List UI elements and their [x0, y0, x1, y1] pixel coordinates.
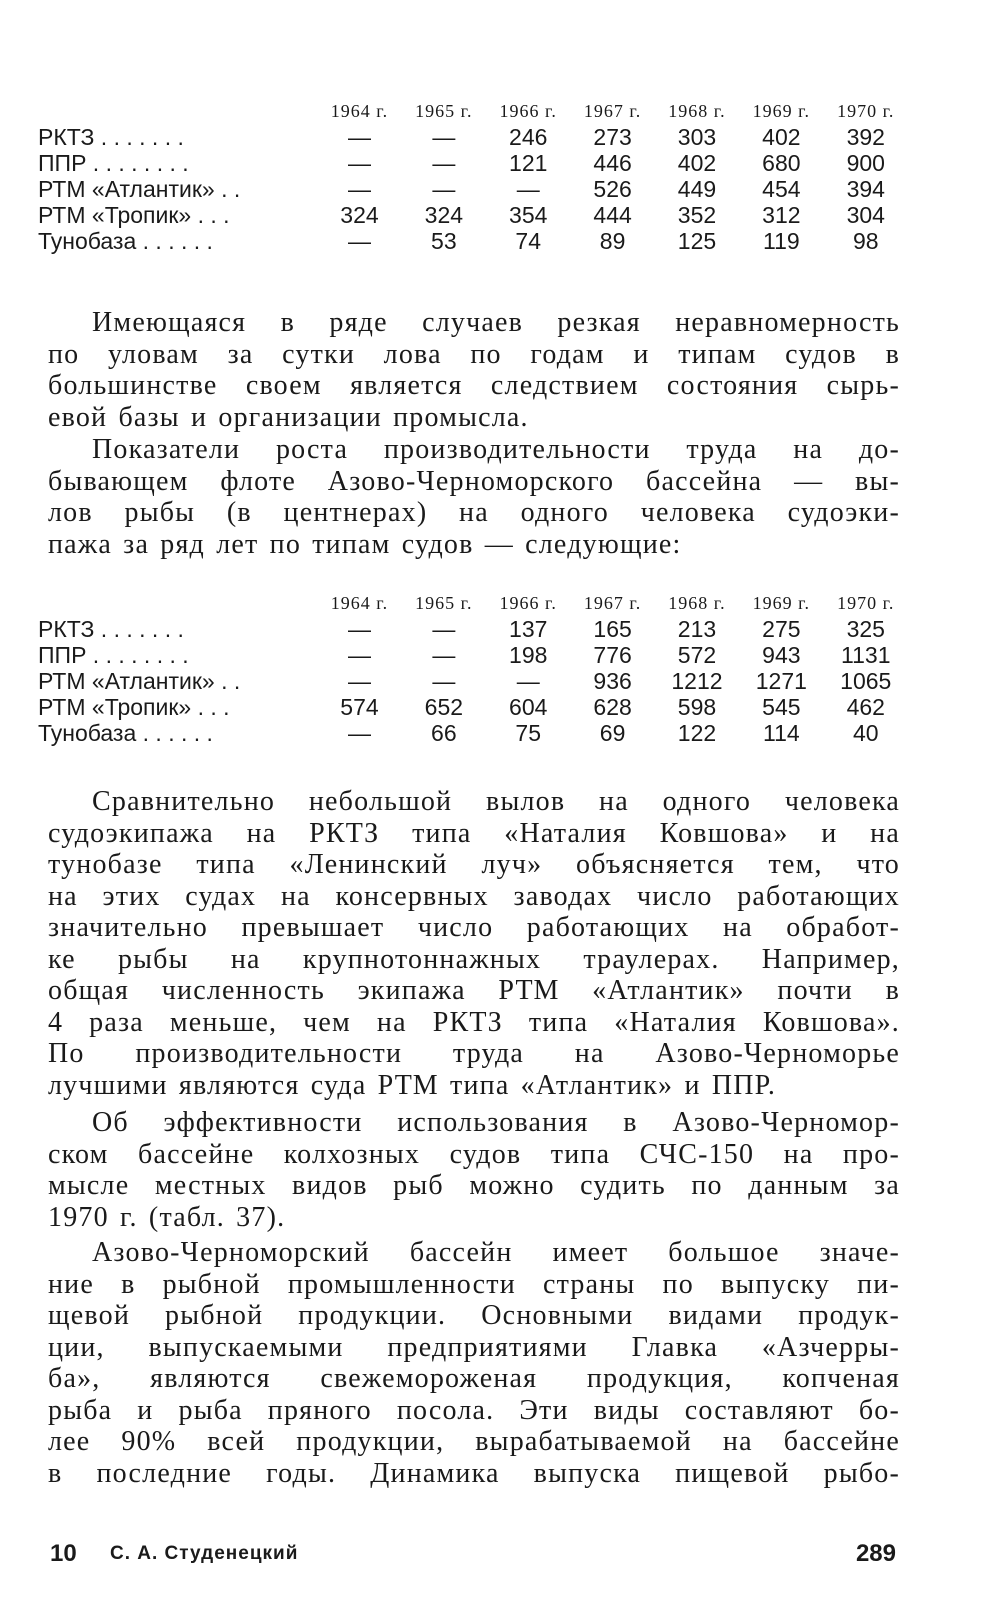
table-cell: 545	[762, 694, 801, 720]
paragraph-schs150	[48, 1107, 900, 1233]
table-row	[38, 668, 908, 694]
row-label: РКТЗ . . . . . . .	[38, 124, 184, 150]
table-cell: 776	[593, 642, 632, 668]
table-cell: 1131	[841, 642, 891, 668]
table-cell: 125	[677, 228, 717, 254]
table-cell: —	[432, 616, 456, 642]
table-cell: 114	[763, 720, 800, 746]
table-cell: 119	[763, 228, 800, 254]
text-line: Имеющаяся в ряде случаев резкая неравномерность	[92, 307, 900, 338]
table-cell: 628	[593, 694, 632, 720]
catch-per-day-table	[38, 96, 908, 254]
table-cell: —	[347, 150, 371, 176]
text-line: рыба и рыба пряного посола. Эти виды составляют бо-	[48, 1394, 900, 1426]
table-cell: —	[432, 668, 456, 694]
text-line: лов рыбы (в центнерах) на одного человека судоэки-	[48, 497, 900, 528]
table-cell: 324	[424, 202, 464, 228]
text-line: ке рыбы на крупнотоннажных траулерах. Например,	[48, 943, 900, 975]
table-cell: 598	[677, 694, 717, 720]
page-footer	[48, 1540, 900, 1574]
row-label: РТМ «Тропик» . . .	[38, 694, 230, 720]
table-cell: 40	[852, 720, 879, 746]
table-cell: 1212	[671, 668, 723, 694]
table-cell: 444	[593, 202, 632, 228]
table-header-cell: 1969 г.	[752, 101, 811, 121]
text-line: ском бассейне колхозных судов типа СЧС-150 на про-	[48, 1138, 900, 1170]
table-header-cell: 1965 г.	[415, 593, 473, 613]
paragraph-crew-comparison	[48, 786, 900, 1101]
signature-number: 10	[50, 1540, 77, 1567]
table-cell: 352	[677, 202, 717, 228]
table-row	[38, 228, 908, 254]
table-cell: —	[347, 668, 371, 694]
table-header-cell: 1967 г.	[583, 593, 642, 613]
table-cell: —	[432, 642, 456, 668]
table-cell: 246	[509, 124, 548, 150]
text-line: большинстве своем является следствием состояния сырь-	[48, 370, 900, 401]
table-cell: 1065	[840, 668, 892, 694]
table-cell: —	[347, 616, 371, 642]
text-line: значительно превышает число работающих на обработ-	[48, 912, 900, 943]
paragraph-productivity-intro	[48, 434, 900, 560]
table-cell: 75	[515, 720, 542, 746]
text-line: По производительности труда на Азово-Черноморье	[48, 1038, 900, 1069]
table-row	[38, 176, 908, 202]
table-header-cell: 1969 г.	[752, 593, 811, 613]
text-line: Азово-Черноморский бассейн имеет большое значе-	[92, 1237, 900, 1268]
table-cell: —	[347, 228, 371, 254]
text-line: на этих судах на консервных заводах число работающих	[48, 880, 900, 912]
text-line: по уловам за сутки лова по годам и типам судов в	[48, 338, 900, 370]
table-cell: —	[432, 176, 456, 202]
table-cell: 526	[593, 176, 632, 202]
table-cell: —	[516, 176, 540, 202]
text-line: мысле местных видов рыб можно судить по данным за	[48, 1170, 900, 1201]
table-cell: 198	[509, 642, 548, 668]
text-line: Показатели роста производительности труда на до-	[92, 434, 900, 465]
table-cell: 121	[509, 150, 548, 176]
table-header-cell: 1968 г.	[668, 101, 726, 121]
row-label: ППР . . . . . . . .	[38, 642, 189, 668]
text-line: бывающем флоте Азово-Черноморского бассейна — вы-	[48, 465, 900, 497]
text-line: ба», являются свежемороженая продукция, копченая	[48, 1363, 900, 1394]
table-cell: 122	[677, 720, 717, 746]
table-cell: 446	[593, 150, 632, 176]
paragraph-food-production	[48, 1237, 900, 1489]
table-header-cell	[38, 588, 317, 616]
table-cell: —	[432, 150, 456, 176]
table-cell: 402	[762, 124, 801, 150]
table-header-cell: 1966 г.	[499, 101, 557, 121]
table-row	[38, 642, 908, 668]
text-line: евой базы и организации промысла.	[48, 401, 529, 433]
table-row	[38, 124, 908, 150]
row-label: РТМ «Тропик» . . .	[38, 202, 230, 228]
table-header-cell	[38, 96, 317, 124]
catch-per-crew-table	[38, 588, 908, 746]
table-header-cell: 1968 г.	[668, 593, 726, 613]
text-line: Об эффективности использования в Азово-Черномор-	[92, 1107, 900, 1138]
table-row	[38, 150, 908, 176]
table-cell: 1271	[755, 668, 807, 694]
text-line: в последние годы. Динамика выпуска пищевой рыбо-	[48, 1457, 900, 1489]
row-label: РТМ «Атлантик» . .	[38, 176, 241, 202]
table-row	[38, 694, 908, 720]
table-cell: 604	[509, 694, 548, 720]
table-cell: —	[516, 668, 540, 694]
text-line: Сравнительно небольшой вылов на одного человека	[92, 786, 900, 817]
table-cell: 462	[846, 694, 885, 720]
row-label: РКТЗ . . . . . . .	[38, 616, 184, 642]
table-header-row	[38, 96, 908, 124]
table-cell: 324	[340, 202, 379, 228]
text-line: общая численность экипажа РТМ «Атлантик» почти в	[48, 975, 900, 1006]
table-cell: 449	[677, 176, 717, 202]
table-row	[38, 720, 908, 746]
row-label: Тунобаза . . . . . .	[38, 720, 213, 746]
text-line: 4 раза меньше, чем на РКТЗ типа «Наталия Ковшова».	[48, 1006, 900, 1038]
table-row	[38, 616, 908, 642]
table-cell: —	[347, 720, 371, 746]
table-header-cell: 1965 г.	[415, 101, 473, 121]
table-cell: 652	[424, 694, 464, 720]
table-cell: 572	[677, 642, 717, 668]
text-line: пажа за ряд лет по типам судов — следующие:	[48, 528, 682, 560]
text-line: 1970 г. (табл. 37).	[48, 1201, 286, 1233]
table-header-cell: 1970 г.	[837, 101, 895, 121]
text-line: ние в рыбной промышленности страны по выпуску пи-	[48, 1268, 900, 1300]
table-cell: 402	[677, 150, 717, 176]
table-header-cell: 1964 г.	[330, 593, 389, 613]
paragraph-unevenness	[48, 307, 900, 433]
text-line: судоэкипажа на РКТЗ типа «Наталия Ковшова» и на	[48, 817, 900, 849]
table-cell: 213	[677, 616, 717, 642]
table-cell: 165	[593, 616, 632, 642]
table-cell: —	[432, 124, 456, 150]
table-cell: 936	[593, 668, 632, 694]
table-header-cell: 1966 г.	[499, 593, 557, 613]
table-cell: 69	[599, 720, 626, 746]
row-label: Тунобаза . . . . . .	[38, 228, 213, 254]
table-cell: —	[347, 642, 371, 668]
text-line: ции, выпускаемыми предприятиями Главка «Азчерры-	[48, 1331, 900, 1363]
table-cell: 273	[593, 124, 632, 150]
table-cell: —	[347, 176, 371, 202]
text-line: лучшими являются суда РТМ типа «Атлантик» и ППР.	[48, 1069, 777, 1101]
table-cell: —	[347, 124, 371, 150]
table-cell: 53	[431, 228, 457, 254]
text-line: тунобазе типа «Ленинский луч» объясняется тем, что	[48, 849, 900, 880]
table-header-cell: 1970 г.	[837, 593, 895, 613]
table-cell: 900	[846, 150, 885, 176]
table-cell: 394	[846, 176, 885, 202]
table-cell: 680	[762, 150, 801, 176]
table-header-cell: 1967 г.	[583, 101, 642, 121]
table-cell: 325	[846, 616, 885, 642]
table-cell: 98	[852, 228, 879, 254]
table-header-row	[38, 588, 908, 616]
row-label: РТМ «Атлантик» . .	[38, 668, 241, 694]
table-cell: 354	[509, 202, 548, 228]
text-line: щевой рыбной продукции. Основными видами продук-	[48, 1300, 900, 1331]
table-cell: 574	[340, 694, 379, 720]
table-cell: 943	[762, 642, 801, 668]
table-cell: 303	[677, 124, 717, 150]
table-cell: 392	[846, 124, 885, 150]
table-cell: 89	[599, 228, 626, 254]
table-cell: 304	[846, 202, 885, 228]
table-row	[38, 202, 908, 228]
page-number: 289	[855, 1540, 896, 1567]
table-cell: 66	[431, 720, 457, 746]
table-header-cell: 1964 г.	[330, 101, 389, 121]
table-cell: 74	[515, 228, 542, 254]
signature-author: С. А. Студенецкий	[110, 1543, 299, 1564]
text-line: лее 90% всей продукции, вырабатываемой на бассейне	[48, 1426, 900, 1457]
table-cell: 137	[509, 616, 548, 642]
table-cell: 275	[762, 616, 801, 642]
row-label: ППР . . . . . . . .	[38, 150, 189, 176]
table-cell: 312	[762, 202, 801, 228]
table-cell: 454	[762, 176, 801, 202]
